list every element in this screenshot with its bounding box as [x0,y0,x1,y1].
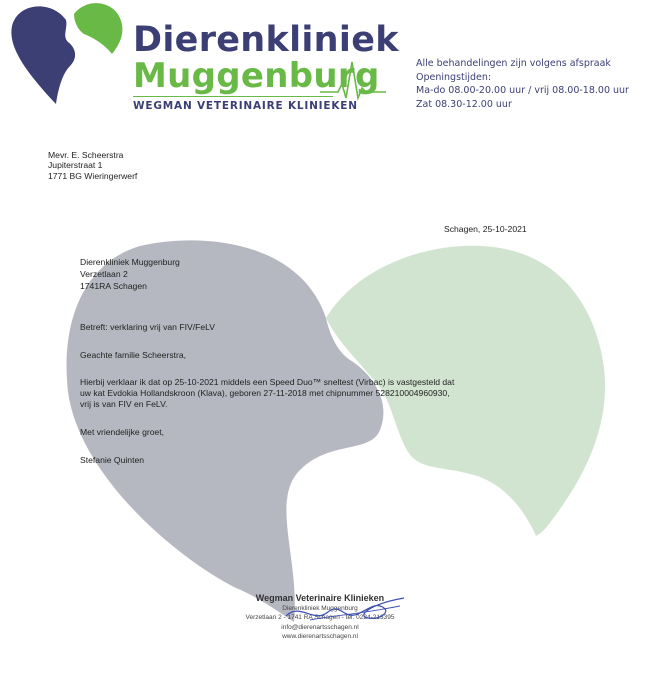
sender-line: Dierenkliniek Muggenburg [80,257,180,267]
letter-date: Schagen, 25-10-2021 [444,224,527,234]
sender-line: Verzetlaan 2 [80,268,128,279]
recipient-address [48,150,137,181]
clinic-name-line2: Muggenburg [133,56,380,96]
hours-line: Alle behandelingen zijn volgens afspraak [416,58,611,69]
sender-line: 1741RA Schagen [80,280,147,291]
logo-divider [133,96,333,97]
letter-signatory: Stefanie Quinten [80,455,145,465]
clinic-subtitle: WEGMAN VETERINAIRE KLINIEKEN [133,100,358,112]
recipient-line: Mevr. E. Scheerstra [48,150,124,160]
body-line: vrij is van FIV en FeLV. [80,398,168,409]
clinic-logo-icon [8,0,128,110]
letter-salutation: Geachte familie Scheerstra, [80,350,187,360]
clinic-name-line1: Dierenkliniek [133,20,399,60]
recipient-line: Jupiterstraat 1 [48,160,103,171]
sender-address [80,257,180,292]
footer-company: Wegman Veterinaire Klinieken [255,593,385,603]
footer-clinic: Dierenkliniek Muggenburg [282,605,358,612]
letter-body [80,377,454,409]
letter-closing: Met vriendelijke groet, [80,427,165,437]
footer-website: www.dierenartsschagen.nl [282,633,358,640]
body-line: Hierbij verklaar ik dat op 25-10-2021 middels een Speed Duo™ sneltest (Virbac) is vastgesteld dat [80,377,455,387]
footer-address: Verzetlaan 2 - 1741 RA Schagen - tel. 0224-213395 [245,614,395,621]
recipient-line: 1771 BG Wieringerwerf [48,170,138,181]
hours-line: Ma-do 08.00-20.00 uur / vrij 08.00-18.00 uur [416,85,629,97]
signature-scribble [280,594,410,628]
hours-line: Openingstijden: [416,71,492,83]
letter-subject: Betreft: verklaring vrij van FIV/FeLV [80,322,215,332]
opening-hours [416,57,629,111]
hours-line: Zat 08.30-12.00 uur [416,98,512,110]
body-line: uw kat Evdokia Hollandskroon (Klava), geboren 27-11-2018 met chipnummer 528210004960930, [80,387,450,398]
footer-email: info@dierenartsschagen.nl [281,624,359,631]
